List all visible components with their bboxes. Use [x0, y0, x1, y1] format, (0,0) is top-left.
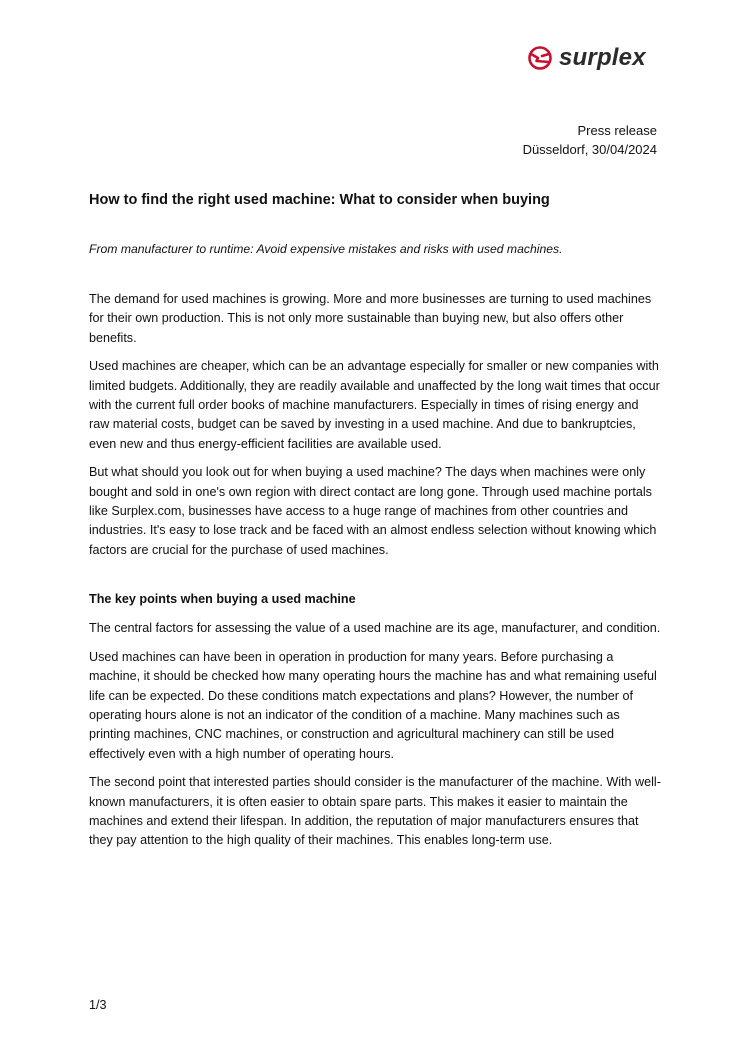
paragraph: Used machines are cheaper, which can be an advantage especially for smaller or new companies with limited budgets. Additionally, they are readily available and unaffected by the long wait times that occur with the current full order books of machine manufacturers. Especially in times of rising energy and raw material costs, budget can be saved by investing in a used machine. And due to bankruptcies, even new and thus energy-efficient facilities are available used. — [89, 359, 660, 451]
paragraph: The demand for used machines is growing. More and more businesses are turning to used machines for their own production. This is not only more sustainable than buying new, but also offers other benefits. — [89, 292, 652, 345]
article-title: How to find the right used machine: What to consider when buying — [89, 192, 550, 208]
paragraph: Used machines can have been in operation in production for many years. Before purchasing a machine, it should be checked how many operating hours the machine has and what remaining useful life can be expected. Do these conditions match expectations and plans? However, the number of operating hours alone is not an indicator of the condition of a machine. Many machines such as printing machines, CNC machines, or construction and agricultural machinery can still be used effectively even with a high number of operating hours. — [89, 649, 657, 761]
logo-wordmark: surplex — [559, 44, 646, 71]
paragraph: But what should you look out for when buying a used machine? The days when machines were only bought and sold in one's own region with direct contact are long gone. Through used machine portals like Surplex.com, businesses have access to a huge range of machines from other countries and industries. It's easy to lose track and be faced with an almost endless selection without knowing which factors are crucial for the purchase of used machines. — [89, 465, 657, 557]
surplex-logo — [527, 44, 646, 72]
article-body — [89, 190, 661, 851]
page-number: 1/3 — [89, 998, 107, 1012]
surplex-logo-icon — [527, 45, 553, 71]
press-release-label: Press release — [577, 123, 657, 138]
paragraph: The central factors for assessing the value of a used machine are its age, manufacturer, and condition. — [89, 621, 661, 636]
location-date: Düsseldorf, 30/04/2024 — [522, 142, 657, 157]
paragraph: The second point that interested parties should consider is the manufacturer of the machine. With well-known manufacturers, it is often easier to obtain spare parts. This makes it easier to maintain the machines and extend their lifespan. In addition, the reputation of major manufacturers ensures that they pay attention to the high quality of their machines. This enables long-term use. — [89, 775, 661, 848]
article-subtitle: From manufacturer to runtime: Avoid expensive mistakes and risks with used machines. — [89, 242, 563, 256]
press-meta — [523, 121, 657, 159]
section-heading: The key points when buying a used machine — [89, 592, 356, 607]
